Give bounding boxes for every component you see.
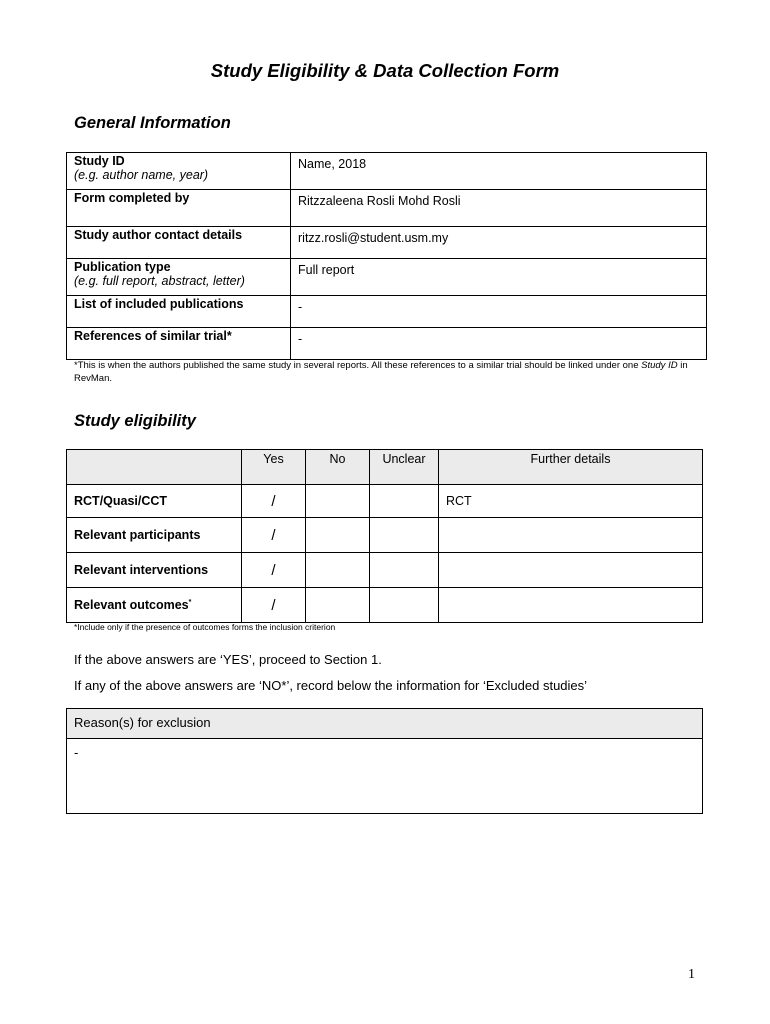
table-row xyxy=(67,153,707,190)
form-completed-by-label: Form completed by xyxy=(67,190,291,227)
exclusion-reason-value[interactable]: - xyxy=(67,739,703,814)
general-information-table xyxy=(66,152,707,360)
publication-type-value[interactable]: Full report xyxy=(291,259,707,296)
table-header-row xyxy=(67,709,703,739)
rct-no-cell[interactable] xyxy=(306,485,370,518)
instruction-no: If any of the above answers are ‘NO*’, record below the information for ‘Excluded studies’ xyxy=(74,678,588,693)
outcomes-asterisk: * xyxy=(188,598,192,606)
column-header-unclear: Unclear xyxy=(370,450,439,485)
publication-type-label: Publication type (e.g. full report, abstract, letter) xyxy=(67,259,291,296)
contact-details-value[interactable]: ritzz.rosli@student.usm.my xyxy=(291,227,707,259)
exclusion-table xyxy=(66,708,703,814)
interventions-label: Relevant interventions xyxy=(67,553,242,588)
included-publications-label: List of included publications xyxy=(67,296,291,328)
form-completed-by-value[interactable]: Ritzzaleena Rosli Mohd Rosli xyxy=(291,190,707,227)
outcomes-yes-cell[interactable]: / xyxy=(242,588,306,623)
column-header-further-details: Further details xyxy=(439,450,703,485)
rct-details-cell[interactable]: RCT xyxy=(439,485,703,518)
similar-trial-references-value[interactable]: - xyxy=(291,328,707,360)
participants-label: Relevant participants xyxy=(67,518,242,553)
interventions-unclear-cell[interactable] xyxy=(370,553,439,588)
header-blank-cell xyxy=(67,450,242,485)
outcomes-details-cell[interactable] xyxy=(439,588,703,623)
table-row xyxy=(67,588,703,623)
general-footnote: *This is when the authors published the same study in several reports. All these references to a similar trial should be linked under one Study ID in RevMan. xyxy=(74,360,688,384)
interventions-details-cell[interactable] xyxy=(439,553,703,588)
exclusion-reason-header: Reason(s) for exclusion xyxy=(67,709,703,739)
similar-trial-references-label: References of similar trial* xyxy=(67,328,291,360)
participants-no-cell[interactable] xyxy=(306,518,370,553)
interventions-no-cell[interactable] xyxy=(306,553,370,588)
study-id-value[interactable]: Name, 2018 xyxy=(291,153,707,190)
rct-label: RCT/Quasi/CCT xyxy=(67,485,242,518)
table-header-row xyxy=(67,450,703,485)
interventions-yes-cell[interactable]: / xyxy=(242,553,306,588)
study-id-hint: (e.g. author name, year) xyxy=(74,168,209,182)
outcomes-label: Relevant outcomes* xyxy=(67,588,242,623)
table-row xyxy=(67,190,707,227)
publication-type-hint: (e.g. full report, abstract, letter) xyxy=(74,274,245,288)
outcomes-unclear-cell[interactable] xyxy=(370,588,439,623)
study-eligibility-table xyxy=(66,449,703,623)
study-id-label: Study ID (e.g. author name, year) xyxy=(67,153,291,190)
rct-unclear-cell[interactable] xyxy=(370,485,439,518)
general-information-heading: General Information xyxy=(74,114,231,132)
participants-details-cell[interactable] xyxy=(439,518,703,553)
form-title: Study Eligibility & Data Collection Form xyxy=(210,60,560,81)
included-publications-value[interactable]: - xyxy=(291,296,707,328)
column-header-yes: Yes xyxy=(242,450,306,485)
outcomes-no-cell[interactable] xyxy=(306,588,370,623)
contact-details-label: Study author contact details xyxy=(67,227,291,259)
table-row xyxy=(67,296,707,328)
instruction-yes: If the above answers are ‘YES’, proceed to Section 1. xyxy=(74,652,382,667)
table-row xyxy=(67,227,707,259)
rct-yes-cell[interactable]: / xyxy=(242,485,306,518)
column-header-no: No xyxy=(306,450,370,485)
table-row xyxy=(67,259,707,296)
participants-unclear-cell[interactable] xyxy=(370,518,439,553)
table-row xyxy=(67,328,707,360)
table-row xyxy=(67,553,703,588)
page-number: 1 xyxy=(688,967,695,982)
eligibility-footnote: *Include only if the presence of outcomes forms the inclusion criterion xyxy=(74,622,336,632)
study-eligibility-heading: Study eligibility xyxy=(74,412,196,430)
participants-yes-cell[interactable]: / xyxy=(242,518,306,553)
table-row xyxy=(67,518,703,553)
table-row xyxy=(67,739,703,814)
table-row xyxy=(67,485,703,518)
